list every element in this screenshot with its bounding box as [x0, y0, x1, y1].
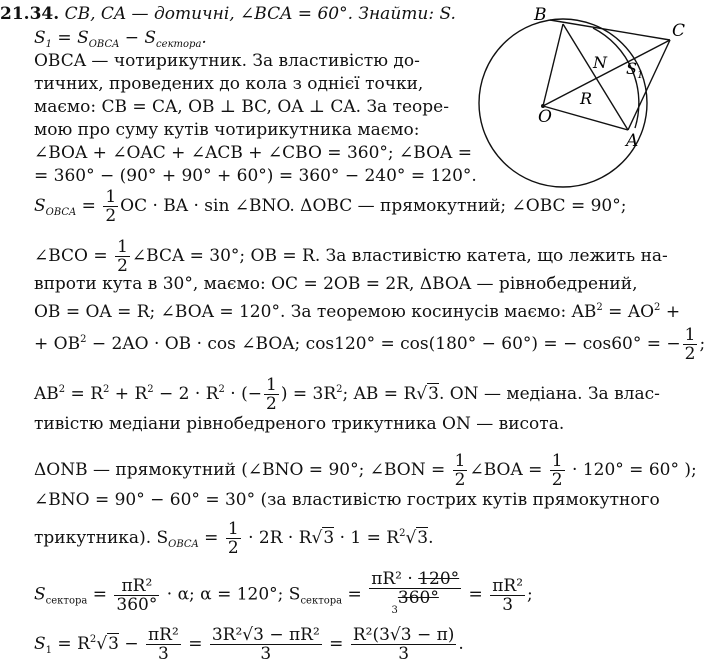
- line-s1-formula: $S_1 = S_{OBCA} - S_{сектора}$.: [34, 28, 207, 50]
- line-15: ΔONB — прямокутний (∠BNO = 90°; ∠BON = $\frac{1}{2}$ ∠BOA = $\frac{1}{2}$ · 120° = 60° );: [34, 451, 697, 490]
- label-o: O: [538, 107, 552, 127]
- fraction: $\frac{1}{2}$: [105, 187, 117, 226]
- sector-arc: [593, 28, 639, 128]
- given-text: CB, CA — дотичні, ∠BCA = 60°.: [64, 4, 353, 24]
- line-11: OB = OA = R; ∠BOA = 120°. За теоремою косинусів маємо: $AB^2 = AO^2$ +: [34, 302, 681, 322]
- label-s1: $S_1$: [626, 59, 644, 81]
- find-value: S.: [439, 4, 456, 24]
- fraction: $\frac{\text{3R²√3 − πR²}}{3}$: [211, 625, 320, 664]
- line-6: ∠BOA + ∠OAC + ∠ACB + ∠CBO = 360°; ∠BOA =: [34, 143, 472, 163]
- line-5: мою про суму кутів чотирикутника маємо:: [34, 120, 420, 140]
- line-4: маємо: CB = CA, OB ⊥ BC, OA ⊥ CA. За теоре-: [34, 97, 449, 117]
- label-r: R: [580, 89, 593, 108]
- line-8-area-formula: $S_{OBCA}$ = $\frac{1}{2}$ OC · BA · sin ∠BNO. ΔOBC — прямокутний; ∠OBC = 90°;: [34, 187, 627, 226]
- fraction: $\frac{1}{2}$: [227, 519, 239, 558]
- line-14: тивістю медіани рівнобедреного трикутника ON — висота.: [34, 414, 565, 434]
- fraction: $\frac{\text{πR²}}{3}$: [492, 575, 524, 615]
- line-12: + $OB^2 - 2AO$ · OB · cos ∠BOA; cos120° = cos(180° − 60°) = − cos60° = − $\frac{1}{2}$ ;: [34, 325, 705, 364]
- fraction: $\frac{1}{2}$: [454, 451, 466, 490]
- line-13: $AB^2 = R^2 + R^2 - 2 \cdot R^2$ · (− $\frac{1}{2}$ ) = $3R^2$; AB = R√3. ON — медіана. За влас-: [34, 375, 660, 414]
- problem-number: 21.34.: [0, 4, 60, 24]
- segment-ob: [543, 24, 563, 106]
- geometry-figure: [460, 0, 690, 205]
- line-3: тичних, проведених до кола з однієї точки,: [34, 74, 424, 94]
- fraction: $\frac{1}{2}$: [684, 325, 696, 364]
- line-9: ∠BCO = $\frac{1}{2}$ ∠BCA = 30°; OB = R. За властивістю катета, що лежить на-: [34, 237, 668, 276]
- find-label: Знайти:: [358, 4, 435, 24]
- fraction: $\frac{\text{πR² · 120°}}{_3360^\circ}$: [371, 569, 460, 616]
- line-18-sector-area: $S_{сектора}$ = $\frac{\text{πR²}}{360^\circ}$ · α; α = 120°; $S_{сектора}$ = $\frac{\text{πR² · 120°}}{_3360^\circ}$ = $\frac{\text{πR²}}{3}$ ;: [34, 570, 533, 620]
- fraction: $\frac{1}{2}$: [265, 375, 277, 414]
- line-17: трикутника). $S_{OBCA}$ = $\frac{1}{2}$ · $2R \cdot R√3 \cdot 1 = R^2√3$.: [34, 519, 434, 558]
- label-n: N: [593, 53, 607, 72]
- fraction: $\frac{1}{2}$: [551, 451, 563, 490]
- circle: [479, 19, 647, 187]
- fraction: $\frac{\text{πR²}}{360^\circ}$: [116, 575, 158, 615]
- fraction: $\frac{1}{2}$: [117, 237, 128, 276]
- label-c: C: [672, 21, 686, 41]
- line-2: OBCA — чотирикутник. За властивістю до-: [34, 51, 420, 71]
- fraction: $\frac{\text{πR²}}{3}$: [148, 625, 179, 664]
- problem-header: [0, 4, 456, 24]
- line-19-answer: $S_1 = R^2√3$ − $\frac{\text{πR²}}{3}$ = $\frac{\text{3R²√3 − πR²}}{3}$ = $\frac{\text{R²(3√3 − π)}}{3}$ .: [34, 625, 464, 664]
- label-a: A: [626, 131, 639, 151]
- tangent-cb: [550, 20, 670, 40]
- fraction: $\frac{\text{R²(3√3 − π)}}{3}$: [352, 625, 455, 664]
- line-7: = 360° − (90° + 90° + 60°) = 360° − 240° = 120°.: [34, 166, 477, 186]
- label-b: B: [534, 5, 547, 25]
- tangent-ca: [628, 40, 670, 130]
- line-10: впроти кута в 30°, маємо: OC = 2OB = 2R, ΔBOA — рівнобедрений,: [34, 274, 638, 294]
- line-16: ∠BNO = 90° − 60° = 30° (за властивістю гострих кутів прямокутного: [34, 490, 660, 510]
